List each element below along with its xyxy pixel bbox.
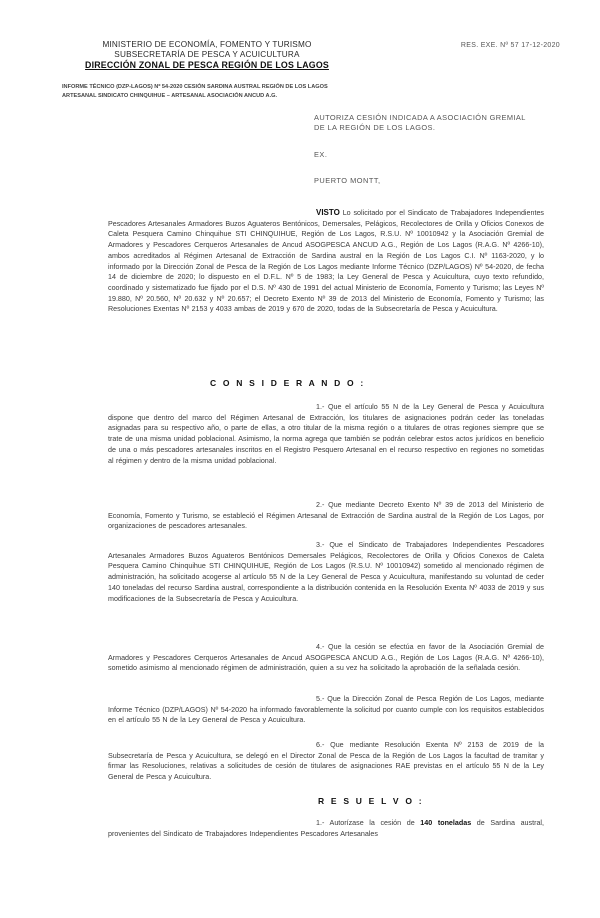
considerando-item-5: 5.- Que la Dirección Zonal de Pesca Región de Los Lagos, mediante Informe Técnico (DZP/LAGOS) Nº 54-2020 ha informado favorablemente la solicitud por cuanto cumple con los requisitos establecidos en el artículo 55 N de la Ley General de Pesca y Acuicultura. [108,695,544,725]
document-code: EX. [314,150,328,159]
resuelvo-amount: 140 toneladas [420,819,472,827]
considerando-item-3: 3.- Que el Sindicato de Trabajadores Independientes Pescadores Artesanales Armadores Buzos Aguateros Bentónicos Demersales Pelágicos, Recolectores de Orilla y Oficios Conexos de Caleta Pesquera Camino Chinquihue STI CHINQUIHUE, Región de Los Lagos (R.S.U. Nº 10010942) sometido al mencionado régimen de administración, ha solicitado acogerse al artículo 55 N de la Ley General de Pesca y Acuicultura, manifestando su voluntad de ceder 140 toneladas del recurso Sardina austral, correspondiente a la distribución contenida en la Resolución Exenta Nº 4033 de 2019 y sus modificaciones de la Subsecretaría de Pesca y Acuicultura. [108,541,544,603]
document-subject: AUTORIZA CESIÓN INDICADA A ASOCIACIÓN GREMIAL DE LA REGIÓN DE LOS LAGOS. [314,113,526,132]
folio-number: RES. EXE. Nº 57 17-12-2020 [460,42,560,49]
letterhead [62,40,352,70]
direction-name: DIRECCIÓN ZONAL DE PESCA REGIÓN DE LOS LAGOS [85,60,329,70]
considerando-item-2: 2.- Que mediante Decreto Exento Nº 39 de 2013 del Ministerio de Economía, Fomento y Turismo, se estableció el Régimen Artesanal de Extracción de Sardina austral de la Región de Los Lagos, por organizaciones de pescadores artesanales. [108,501,544,531]
visto-label: VISTO [316,208,340,217]
considerando-heading: C O N S I D E R A N D O : [210,378,366,388]
reference-block [62,83,362,101]
reference-line-1: INFORME TÉCNICO (DZP-LAGOS) Nº 54-2020 CESIÓN SARDINA AUSTRAL REGIÓN DE LOS LAGOS [62,84,328,90]
resuelvo-heading: R E S U E L V O : [318,796,424,806]
resuelvo-item-1 [108,818,544,839]
visto-paragraph [108,208,544,315]
considerando-item-6: 6.- Que mediante Resolución Exenta Nº 2153 de 2019 de la Subsecretaría de Pesca y Acuicultura, se delegó en el Director Zonal de Pesca de la Región de Los Lagos la facultad de tramitar y firmar las Resoluciones, relativas a solicitudes de cesión de titulares de asignaciones RAE previstas en el artículo 55 N de la Ley General de Pesca y Acuicultura. [108,741,544,782]
considerando-item-4: 4.- Que la cesión se efectúa en favor de la Asociación Gremial de Armadores y Pescadores Cerqueros Artesanales de Ancud ASOGPESCA ANCUD A.G., Región de Los Lagos (R.A.G. Nº 4266-10), sometido asimismo al mencionado régimen de administración, quien a su vez ha solicitado la aprobación de la señalada cesión. [108,643,544,673]
resuelvo-intro: 1.- Autorízase la cesión de [316,819,421,827]
considerando-item-1: 1.- Que el artículo 55 N de la Ley General de Pesca y Acuicultura dispone que dentro del marco del Régimen Artesanal de Extracción, los titulares de asignaciones podrán ceder las toneladas asignadas para su respectivo año, o parte de ellas, a otro titular de la misma región o a titulares de otras regiones siempre que se trate de una misma unidad poblacional. Asimismo, la norma agrega que también se podrán celebrar estos actos jurídicos en beneficio de una o más pescadores artesanales inscritos en el Registro Pesquero Artesanal en el recurso respectivo en regiones no sometidas al régimen y dentro de la misma unidad poblacional. [108,403,544,465]
visto-text: Lo solicitado por el Sindicato de Trabajadores Independientes Pescadores Artesanales Armadores Buzos Aguateros Bentónicos, Demersales, Pelágicos, Recolectores de Orilla y Oficios Conexos de Caleta Pesquera Camino Chinquihue STI CHINQUIHUE, Región de Los Lagos, R.S.U. Nº 10010942 y la Asociación Gremial de Armadores y Pescadores Cerqueros Artesanales de Ancud ASOGPESCA ANCUD A.G., Región de Los Lagos (R.A.G. Nº 4266-10), ambos acreditados al Régimen Artesanal de Extracción de Sardina austral en la Región de Los Lagos C.I. Nº 1163-2020, y lo informado por la Dirección Zonal de Pesca de la Región de Los Lagos mediante Informe Técnico (DZP/LAGOS) Nº 54-2020, de fecha 14 de diciembre de 2020; lo dispuesto en el D.F.L. Nº 5 de 1983; la Ley General de Pesca y Acuicultura, cuyo texto refundido, coordinado y sistematizado fue fijado por el D.S. Nº 430 de 1991 del actual Ministerio de Economía, Fomento y Turismo; las Leyes Nº 19.880, Nº 20.560, Nº 20.632 y Nº 20.657; el Decreto Exento Nº 39 de 2013 del Ministerio de Economía, Fomento y Turismo; las Resoluciones Exentas Nº 2153 y 4033 ambas de 2019 y 670 de 2020, todas de la Subsecretaría de Pesca y Acuicultura. [108,209,544,314]
resuelvo-rest: de Sardina austral, provenientes del Sindicato de Trabajadores Independientes Pescadores Artesanales [108,819,544,838]
undersecretariat-name: SUBSECRETARÍA DE PESCA Y ACUICULTURA [114,50,300,59]
reference-line-2: ARTESANAL SINDICATO CHINQUIHUE – ARTESANAL ASOCIACIÓN ANCUD A.G. [62,93,278,99]
ministry-name: MINISTERIO DE ECONOMÍA, FOMENTO Y TURISMO [102,40,312,49]
document-city: PUERTO MONTT, [314,176,381,185]
